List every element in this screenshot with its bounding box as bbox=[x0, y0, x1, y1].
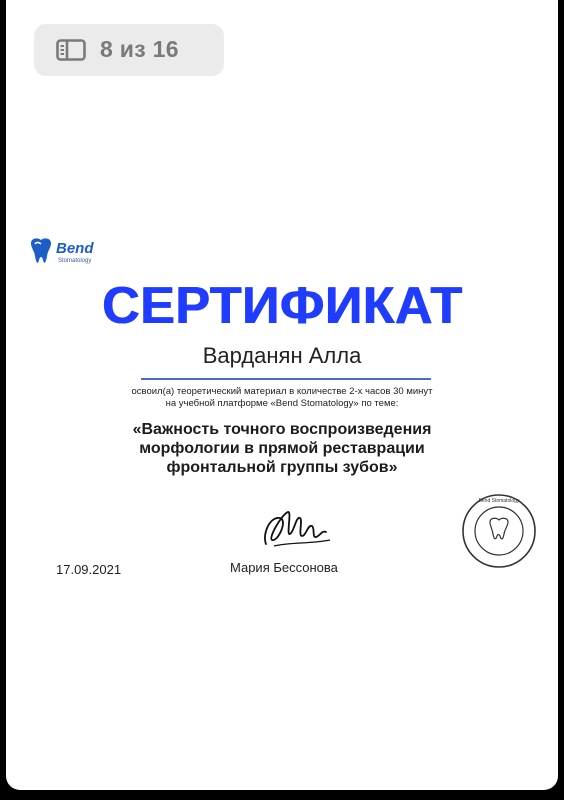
stamp-text: Bend Stomatology bbox=[478, 498, 520, 504]
page-counter[interactable] bbox=[34, 24, 224, 76]
sidebar-panel-icon[interactable] bbox=[56, 39, 86, 66]
handwritten-signature bbox=[260, 506, 332, 554]
topic-line: «Важность точного воспроизведения bbox=[132, 421, 432, 438]
name-underline bbox=[141, 378, 431, 380]
round-stamp bbox=[460, 492, 538, 570]
statement-line: освоил(а) теоретический материал в количестве 2-х часов 30 минут bbox=[131, 386, 433, 397]
recipient-name: Варданян Алла bbox=[202, 343, 362, 368]
topic-line: морфологии в прямой реставрации bbox=[139, 440, 425, 457]
topic-line: фронтальной группы зубов» bbox=[166, 459, 398, 476]
issue-date: 17.09.2021 bbox=[56, 562, 122, 577]
certificate-title: СЕРТИФИКАТ bbox=[101, 277, 463, 335]
signer-name: Мария Бессонова bbox=[230, 560, 338, 575]
statement-text bbox=[46, 386, 518, 410]
page-counter-label: 8 из 16 bbox=[100, 36, 179, 62]
bend-logo bbox=[26, 234, 136, 274]
logo-brand: Bend bbox=[56, 240, 94, 257]
statement-line: на учебной платформе «Bend Stomatology» по теме: bbox=[165, 398, 399, 409]
course-topic bbox=[46, 420, 518, 477]
tooth-icon bbox=[26, 236, 56, 268]
logo-subtitle: Stomatology bbox=[58, 258, 92, 264]
document-viewer bbox=[6, 0, 558, 790]
